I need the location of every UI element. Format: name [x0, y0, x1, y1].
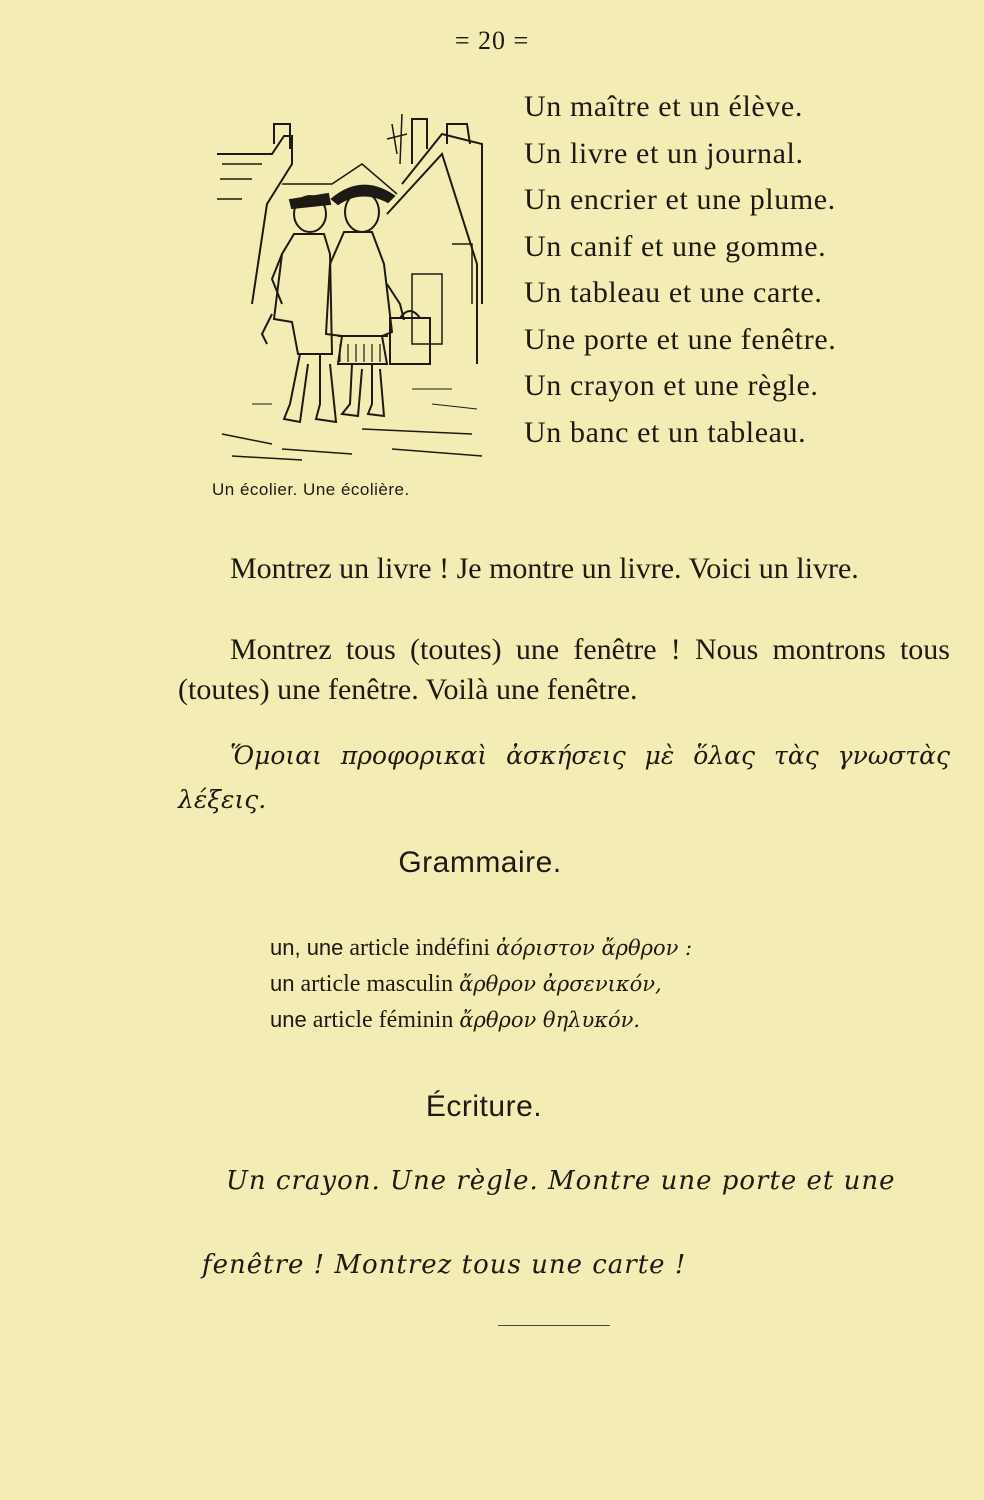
cursive-line: Un crayon. Une règle. Montre une porte et une — [226, 1166, 896, 1196]
grammar-greek: ἀόριστον ἄρθρον : — [496, 936, 693, 960]
exercise-paragraph: Montrez un livre ! Je montre un livre. Voici un livre. — [230, 552, 859, 585]
grammar-greek: ἄρθρον ἀρσενικόν, — [459, 972, 662, 996]
vocabulary-line: Un livre et un journal. — [524, 136, 804, 170]
grammar-word: un, une — [270, 935, 344, 960]
cursive-line: fenêtre ! Montrez tous une carte ! — [202, 1250, 687, 1280]
grammar-line — [270, 966, 692, 1002]
ecriture-heading: Écriture. — [425, 1090, 543, 1123]
closing-rule — [498, 1325, 610, 1326]
grammar-french: article féminin — [312, 1007, 454, 1033]
grammar-line — [270, 1002, 692, 1038]
grammar-french: article indéfini — [349, 935, 491, 961]
grammar-list — [270, 930, 692, 1038]
vocabulary-line: Un encrier et une plume. — [524, 183, 836, 216]
vocabulary-line: Un banc et un tableau. — [524, 415, 807, 449]
vocabulary-line: Un crayon et une règle. — [524, 369, 819, 402]
schoolchildren-illustration — [212, 104, 490, 464]
grammar-word: une — [270, 1007, 307, 1032]
illustration-caption: Un écolier. Une écolière. — [212, 480, 410, 499]
vocabulary-line: Une porte et une fenêtre. — [524, 322, 837, 356]
grammar-line — [270, 930, 692, 966]
page-number: = 20 = — [454, 26, 530, 55]
exercise-paragraph: Montrez tous (toutes) une fenêtre ! Nous montrons tous (toutes) une fenêtre. Voilà une fenêtre. — [178, 633, 950, 706]
greek-note: Ὅμοιαι προφορικαὶ ἀσκήσεις μὲ ὅλας τὰς γνωστὰς λέξεις. — [178, 741, 950, 814]
vocabulary-line: Un tableau et une carte. — [524, 276, 823, 309]
grammar-word: un — [270, 971, 295, 996]
grammar-heading: Grammaire. — [398, 846, 562, 879]
vocabulary-list — [524, 84, 964, 456]
vocabulary-line: Un maître et un élève. — [524, 90, 803, 123]
grammar-greek: ἄρθρον θηλυκόν. — [459, 1008, 641, 1032]
grammar-french: article masculin — [300, 971, 454, 997]
vocabulary-line: Un canif et une gomme. — [524, 229, 827, 263]
